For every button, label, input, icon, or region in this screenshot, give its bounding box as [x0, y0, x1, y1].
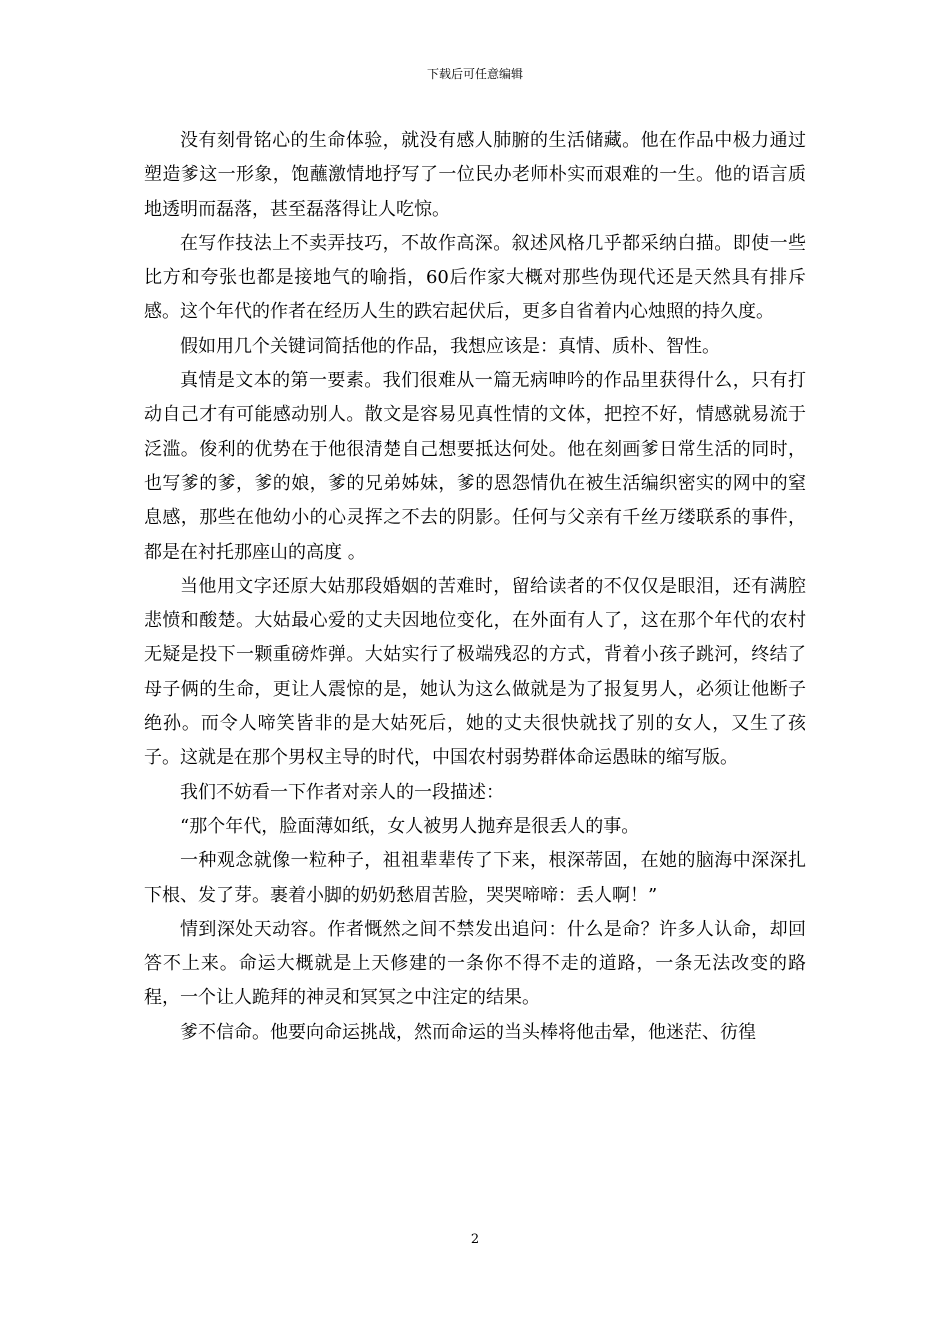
paragraph: 我们不妨看一下作者对亲人的一段描述： — [180, 781, 504, 803]
quote-paragraph: “那个年代，脸面薄如纸，女人被男人抛弃是很丢人的事。 — [180, 815, 640, 837]
paragraph: 真情是文本的第一要素。我们很难从一篇无病呻吟的作品里获得什么，只有打动自己才有可能感动别人。散文是容易见真性情的文体，把控不好，情感就易流于泛滥。俊利的优势在于他很清楚自己想要抵达何处。他在刻画爹日常生活的同时，也写爹的爹，爹的娘，爹的兄弟姊妹，爹的恩怨情仇在被生活编织密实的网中的窒息感，那些在他幼小的心灵挥之不去的阴影。任何与父亲有千丝万缕联系的事件，都是在衬托那座山的高度 。 — [144, 370, 806, 563]
paragraph: 当他用文字还原大姑那段婚姻的苦难时，留给读者的不仅仅是眼泪，还有满腔悲愤和酸楚。大姑最心爱的丈夫因地位变化，在外面有人了，这在那个年代的农村无疑是投下一颗重磅炸弹。大姑实行了极端残忍的方式，背着小孩子跳河，终结了母子俩的生命，更让人震惊的是，她认为这么做就是为了报复男人，必须让他断子绝孙。而令人啼笑皆非的是大姑死后，她的丈夫很快就找了别的女人，又生了孩子。这就是在那个男权主导的时代，中国农村弱势群体命运愚昧的缩写版。 — [144, 575, 806, 769]
paragraph: 没有刻骨铭心的生命体验，就没有感人肺腑的生活储藏。他在作品中极力通过塑造爹这一形象，饱蘸激情地抒写了一位民办老师朴实而艰难的一生。他的语言质地透明而磊落，甚至磊落得让人吃惊。 — [144, 130, 806, 220]
paragraph: 假如用几个关键词简括他的作品，我想应该是：真情、质朴、智性。 — [180, 335, 720, 357]
page-number: 2 — [470, 1232, 480, 1247]
paragraph: 在写作技法上不卖弄技巧，不故作高深。叙述风格几乎都采纳白描。即使一些比方和夸张也都是接地气的喻指，60后作家大概对那些伪现代还是天然具有排斥感。这个年代的作者在经历人生的跌宕起伏后，更多自省着内心烛照的持久度。 — [144, 232, 806, 323]
page-header: 下载后可任意编辑 — [426, 67, 523, 81]
quote-paragraph: 一种观念就像一粒种子，祖祖辈辈传了下来，根深蒂固，在她的脑海中深深扎下根、发了芽。裹着小脚的奶奶愁眉苦脸，哭哭啼啼：丢人啊！” — [144, 850, 806, 906]
paragraph: 爹不信命。他要向命运挑战，然而命运的当头棒将他击晕，他迷茫、彷徨 — [180, 1021, 756, 1043]
paragraph: 情到深处天动容。作者慨然之间不禁发出追问：什么是命？许多人认命，却回答不上来。命运大概就是上天修建的一条你不得不走的道路，一条无法改变的路程，一个让人跪拜的神灵和冥冥之中注定的结果。 — [144, 918, 806, 1009]
document-body — [144, 124, 806, 1050]
